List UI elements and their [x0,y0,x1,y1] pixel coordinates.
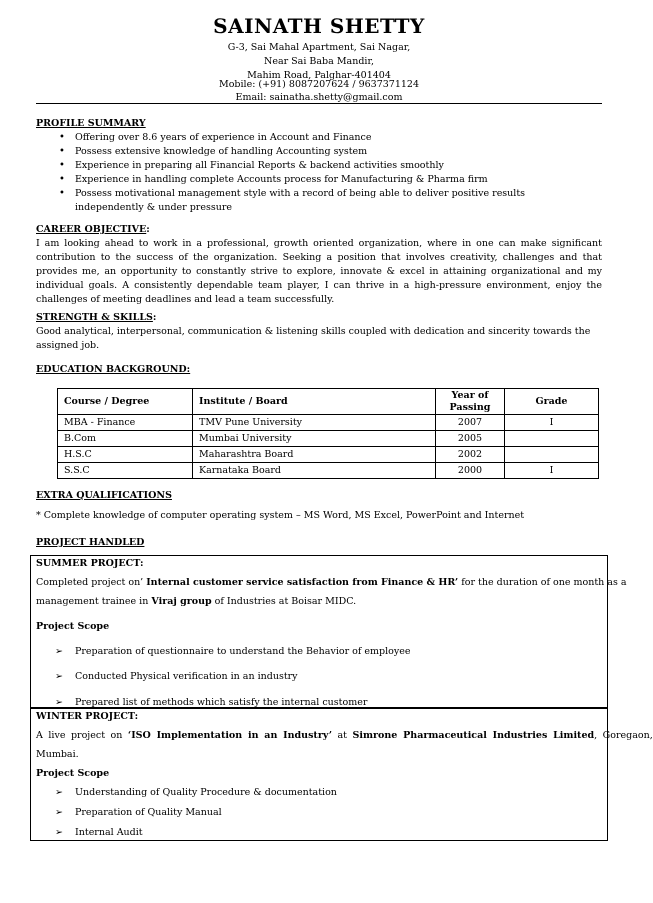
winter-project-desc-line2: Mumbai. [36,749,79,760]
winter-project-scope-title: Project Scope [36,768,110,779]
cell-grade [505,431,599,447]
cell-year: 2002 [436,447,505,463]
cell-course: B.Com [58,431,193,447]
cell-year: 2000 [436,463,505,479]
table-row [58,431,599,447]
email-address: Email: sainatha.shetty@gmail.com [235,92,403,103]
address-line-3: Mahim Road, Palghar-401404 [247,70,391,81]
arrow-bullet-icon: ➢ [55,671,63,682]
summer-project-title: SUMMER PROJECT: [36,558,144,569]
winter-project-desc-line1: A live project on ‘ISO Implementation in an Industry’ at Simrone Pharmaceutical Industries Limited, Goregaon, [36,730,653,741]
cell-institute: Maharashtra Board [193,447,436,463]
list-item: ➢ Understanding of Quality Procedure & documentation [55,787,337,798]
list-item: • Possess motivational management style with a record of being able to deliver positive results independently & under pressure [36,187,596,215]
header-year: Year of Passing [436,389,505,415]
cell-course: S.S.C [58,463,193,479]
candidate-name: SAINATH SHETTY [213,14,425,38]
address-line-1: G-3, Sai Mahal Apartment, Sai Nagar, [227,42,411,53]
arrow-bullet-icon: ➢ [55,827,63,838]
profile-summary-list [36,131,596,215]
cell-institute: Karnataka Board [193,463,436,479]
arrow-bullet-icon: ➢ [55,807,63,818]
education-title: EDUCATION BACKGROUND: [36,364,191,375]
list-item: ➢ Conducted Physical verification in an industry [55,671,298,682]
table-header-row [58,389,599,415]
table-row [58,415,599,431]
winter-project-title: WINTER PROJECT: [36,711,139,722]
header-course: Course / Degree [58,389,193,415]
address-line-2: Near Sai Baba Mandir, [264,56,374,67]
list-item: ➢ Prepared list of methods which satisfy the internal customer [55,697,368,708]
cell-grade: I [505,415,599,431]
cell-grade [505,447,599,463]
strength-skills-title: STRENGTH & SKILLS: [36,312,157,323]
table-row [58,447,599,463]
extra-qualifications-text: * Complete knowledge of computer operating system – MS Word, MS Excel, PowerPoint and Internet [36,510,525,521]
summer-project-desc-line1: Completed project on’ Internal customer service satisfaction from Finance & HR’ for the duration of one month as a [36,577,627,588]
header-divider [36,103,602,104]
strength-skills-text: Good analytical, interpersonal, communication & listening skills coupled with dedication and sincerity towards the assigned job. [36,326,591,351]
arrow-bullet-icon: ➢ [55,646,63,657]
cell-course: H.S.C [58,447,193,463]
arrow-bullet-icon: ➢ [55,697,63,708]
profile-summary-title: PROFILE SUMMARY [36,118,146,129]
cell-institute: TMV Pune University [193,415,436,431]
list-item: ➢ Internal Audit [55,827,143,838]
mobile-number: Mobile: (+91) 8087207624 / 9637371124 [218,79,420,90]
cell-year: 2007 [436,415,505,431]
summer-project-scope-title: Project Scope [36,621,110,632]
list-item: • Experience in preparing all Financial Reports & backend activities smoothly [36,159,596,173]
cell-institute: Mumbai University [193,431,436,447]
list-item: • Offering over 8.6 years of experience in Account and Finance [36,131,596,145]
career-objective-text: I am looking ahead to work in a professional, growth oriented organization, where in one can make significant contribution to the success of the organization. Seeking a position that involves creativity, challenges and that provides me, an opportunity to constantly strive to explore, innovate & excel in attaining organizational and my individual goals. A consistently dependable team player, I can thrive in a high-pressure environment, enjoy the challenges of meeting deadlines and lead a team successfully. [36,238,602,305]
cell-year: 2005 [436,431,505,447]
list-item: ➢ Preparation of Quality Manual [55,807,222,818]
cell-grade: I [505,463,599,479]
list-item: • Possess extensive knowledge of handling Accounting system [36,145,596,159]
header-grade: Grade [505,389,599,415]
project-handled-title: PROJECT HANDLED [36,537,145,548]
header-institute: Institute / Board [193,389,436,415]
arrow-bullet-icon: ➢ [55,787,63,798]
summer-project-desc-line2: management trainee in Viraj group of Industries at Boisar MIDC. [36,596,357,607]
education-table [57,388,599,479]
list-item: ➢ Preparation of questionnaire to understand the Behavior of employee [55,646,411,657]
table-row [58,463,599,479]
cell-course: MBA - Finance [58,415,193,431]
career-objective-title: CAREER OBJECTIVE: [36,224,150,235]
extra-qualifications-title: EXTRA QUALIFICATIONS [36,490,172,501]
winter-project-box [30,708,653,841]
list-item: • Experience in handling complete Accounts process for Manufacturing & Pharma firm [36,173,596,187]
